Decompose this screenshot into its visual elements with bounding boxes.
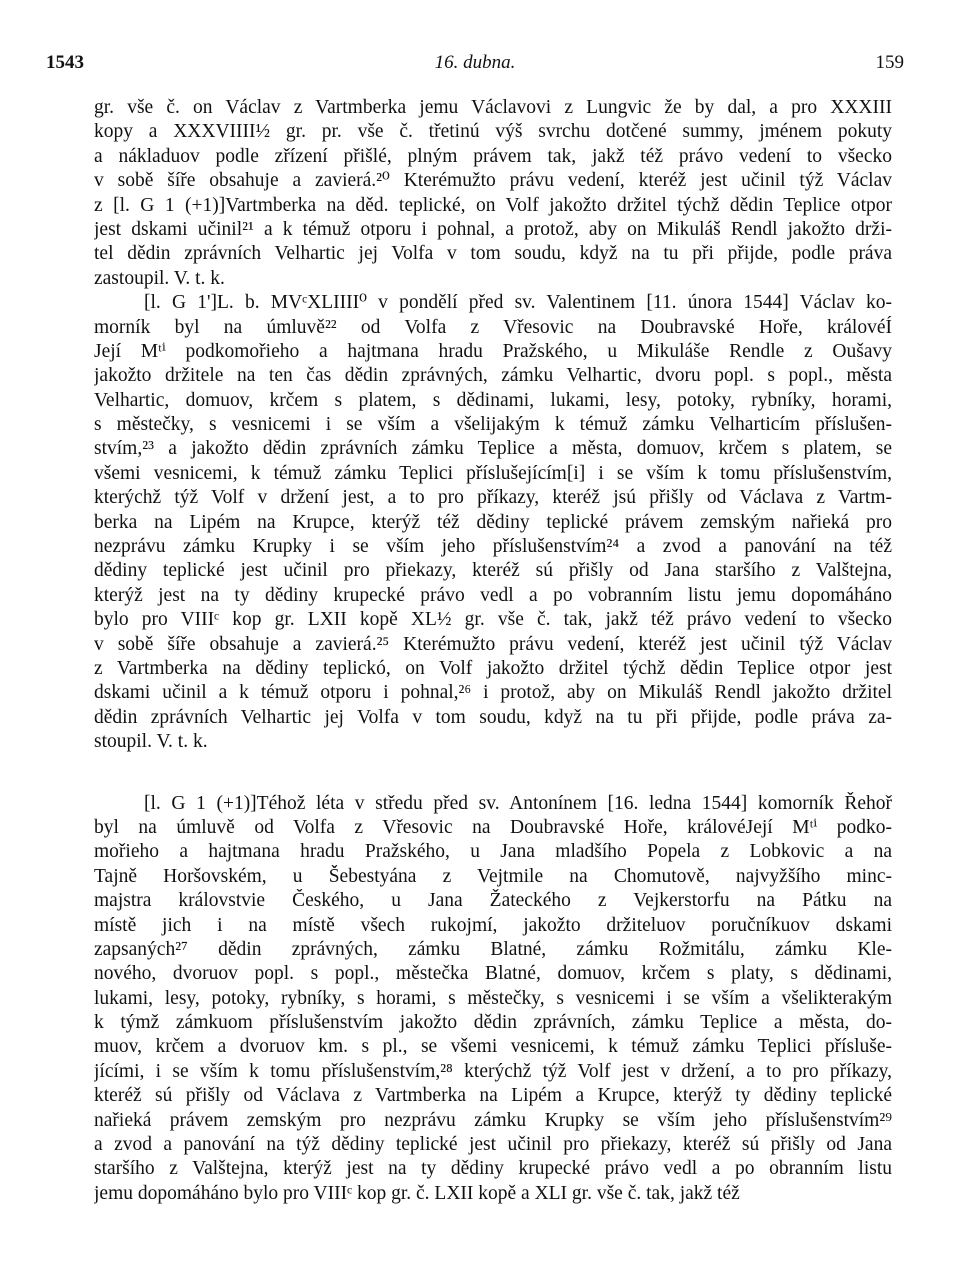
document-body (94, 96, 892, 1206)
text-line: lukami, lesy, potoky, rybníky, s horami, s městečky, s vesnicemi i se vším a všelikterakým (94, 987, 892, 1009)
text-line: byl na úmluvě od Volfa z Vřesovic na Doubravské Hoře, královéJejí Mᵗⁱ podko- (94, 816, 892, 838)
text-line: a zvod a panování na týž dědiny teplické jest učinil pro přiekazy, kteréž sú přišly od Jana (94, 1134, 892, 1156)
page-header (46, 52, 904, 76)
text-line: jest dskami učinil²¹ a k témuž otporu i pohnal, a protož, aby on Mikuláš Rendl jakožto drži- (94, 218, 892, 240)
text-line: dskami učinil a k témuž otporu i pohnal,²⁶ i protož, aby on Mikuláš Rendl jakožto držitel (94, 682, 892, 704)
text-line: místě jich i na místě všech rukojmí, jakožto držiteluov poručníkuov dskami (94, 914, 892, 936)
text-line: stvím,²³ a jakožto dědin zprávních zámku Teplice a města, domuov, krčem s platem, se (94, 438, 892, 460)
text-line: jakožto držitele na ten čas dědin zprávných, zámku Velhartic, dvoru popl. s popl., města (94, 365, 892, 387)
text-line: kterýchž týž Volf v držení jest, a to pro příkazy, kteréž jsú přišly od Václava z Vartm- (94, 487, 892, 509)
text-line: gr. vše č. on Václav z Vartmberka jemu Václavovi z Lungvic že by dal, a pro XXXIII (94, 97, 892, 118)
paragraph-gap (94, 755, 892, 792)
paragraph-1 (94, 96, 892, 291)
text-line: Tajně Horšovském, u Šebestyána z Vejtmile na Chomutově, najvyžšího minc- (94, 865, 892, 887)
text-line: s městečky, s vesnicemi i se vším a všelijakým k témuž zámku Velharticím příslušen- (94, 414, 892, 436)
text-line: a nákladuov podle zřízení přišlé, plným právem tak, jakž též právo vedení to všecko (94, 145, 892, 167)
header-date: 16. dubna. (434, 52, 516, 73)
text-line: nového, dvoruov popl. s popl., městečka Blatné, domuov, krčem s platy, s dědinami, (94, 963, 892, 985)
text-line: Její Mᵗⁱ podkomořieho a hajtmana hradu Pražského, u Mikuláše Rendle z Oušavy (94, 340, 892, 362)
page-number: 159 (875, 52, 904, 73)
text-line: v sobě šíře obsahuje a zavierá.²⁰ Kterémužto právu vedení, kteréž jest učinil týž Václav (94, 170, 892, 192)
text-line: muov, krčem a dvoruov km. s pl., se všemi vesnicemi, k témuž zámku Teplici přísluše- (94, 1036, 892, 1058)
text-line: bylo pro VIIIᶜ kop gr. LXII kopě XL½ gr. vše č. tak, jakž též právo vedení to všecko (94, 609, 892, 631)
text-line: majstra královstvie Českého, u Jana Žateckého z Vejkerstorfu na Pátku na (94, 890, 892, 912)
text-line: [l. G 1 (+1)]Téhož léta v středu před sv. Antonínem [16. ledna 1544] komorník Řehoř (144, 792, 892, 814)
text-line: mořieho a hajtmana hradu Pražského, u Jana mladšího Popela z Lobkovic a na (94, 841, 892, 863)
text-line: nezprávu zámku Krupky i se vším jeho příslušenstvím²⁴ a zvod a panování na též (94, 536, 892, 558)
text-line: v sobě šíře obsahuje a zavierá.²⁵ Kterémužto právu vedení, kteréž jest učinil týž Václav (94, 633, 892, 655)
text-line: staršího z Valštejna, kterýž jest na ty dědiny krupecké právo vedl a po obranním listu (94, 1158, 892, 1180)
text-line: Velhartic, domuov, krčem s platem, s dědinami, lukami, lesy, potoky, rybníky, horami, (94, 389, 892, 411)
text-line: k týmž zámkuom příslušenstvím jakožto dědin zprávních, zámku Teplice a města, do- (94, 1012, 892, 1034)
text-line: berka na Lipém na Krupce, kterýž též dědiny teplické právem zemským nařieká pro (94, 511, 892, 533)
text-line: kteréž sú přišly od Václava z Vartmberka na Lipém a Krupce, kterýž ty dědiny teplické (94, 1085, 892, 1107)
text-line: kopy a XXXVIIII½ gr. pr. vše č. třetinú výš svrchu dotčené summy, jménem pokuty (94, 121, 892, 143)
text-line: všemi vesnicemi, k témuž zámku Teplici příslušejícím[i] i se vším k tomu příslušenstvím, (94, 462, 892, 484)
text-line: jícími, i se vším k tomu příslušenstvím,²⁸ kterýchž týž Volf jest v držení, a to pro příkazy, (94, 1060, 892, 1082)
text-line: stoupil. V. t. k. (94, 731, 208, 753)
paragraph-3 (94, 792, 892, 1207)
text-line: z Vartmberka na dědiny teplickó, on Volf jakožto držitel týchž dědin Teplice otpor jest (94, 657, 892, 679)
paragraph-2 (94, 291, 892, 754)
text-line: morník byl na úmluvě²² od Volfa z Vřesovic na Doubravské Hoře, královéÍ (94, 316, 892, 338)
text-line: tel dědin zprávních Velhartic jej Volfa v tom soudu, když na tu při přijde, podle práva (94, 243, 892, 265)
text-line: zapsaných²⁷ dědin zprávných, zámku Blatné, zámku Rožmitálu, zámku Kle- (94, 938, 892, 960)
text-line: dědiny teplické jest učinil pro přiekazy, kteréž sú přišly od Jana staršího z Valštejna, (94, 560, 892, 582)
text-line: kterýž jest na ty dědiny krupecké právo vedl a po vobranním listu jemu dopomáháno (94, 584, 892, 606)
text-line: nařieká právem zemským pro nezprávu zámku Krupky se vším jeho příslušenstvím²⁹ (94, 1109, 892, 1131)
text-line: zastoupil. V. t. k. (94, 267, 225, 289)
text-line: jemu dopomáháno bylo pro VIIIᶜ kop gr. č. LXII kopě a XLI gr. vše č. tak, jakž též (94, 1182, 740, 1204)
text-line: [l. G 1']L. b. MVᶜXLIIII⁰ v pondělí před sv. Valentinem [11. února 1544] Václav ko- (144, 292, 892, 314)
header-year: 1543 (46, 52, 84, 73)
text-line: z [l. G 1 (+1)]Vartmberka na děd. teplické, on Volf jakožto držitel týchž dědin Teplice otpor (94, 194, 892, 216)
text-line: dědin zprávních Velhartic jej Volfa v tom soudu, když na tu při přijde, podle práva za- (94, 706, 892, 728)
